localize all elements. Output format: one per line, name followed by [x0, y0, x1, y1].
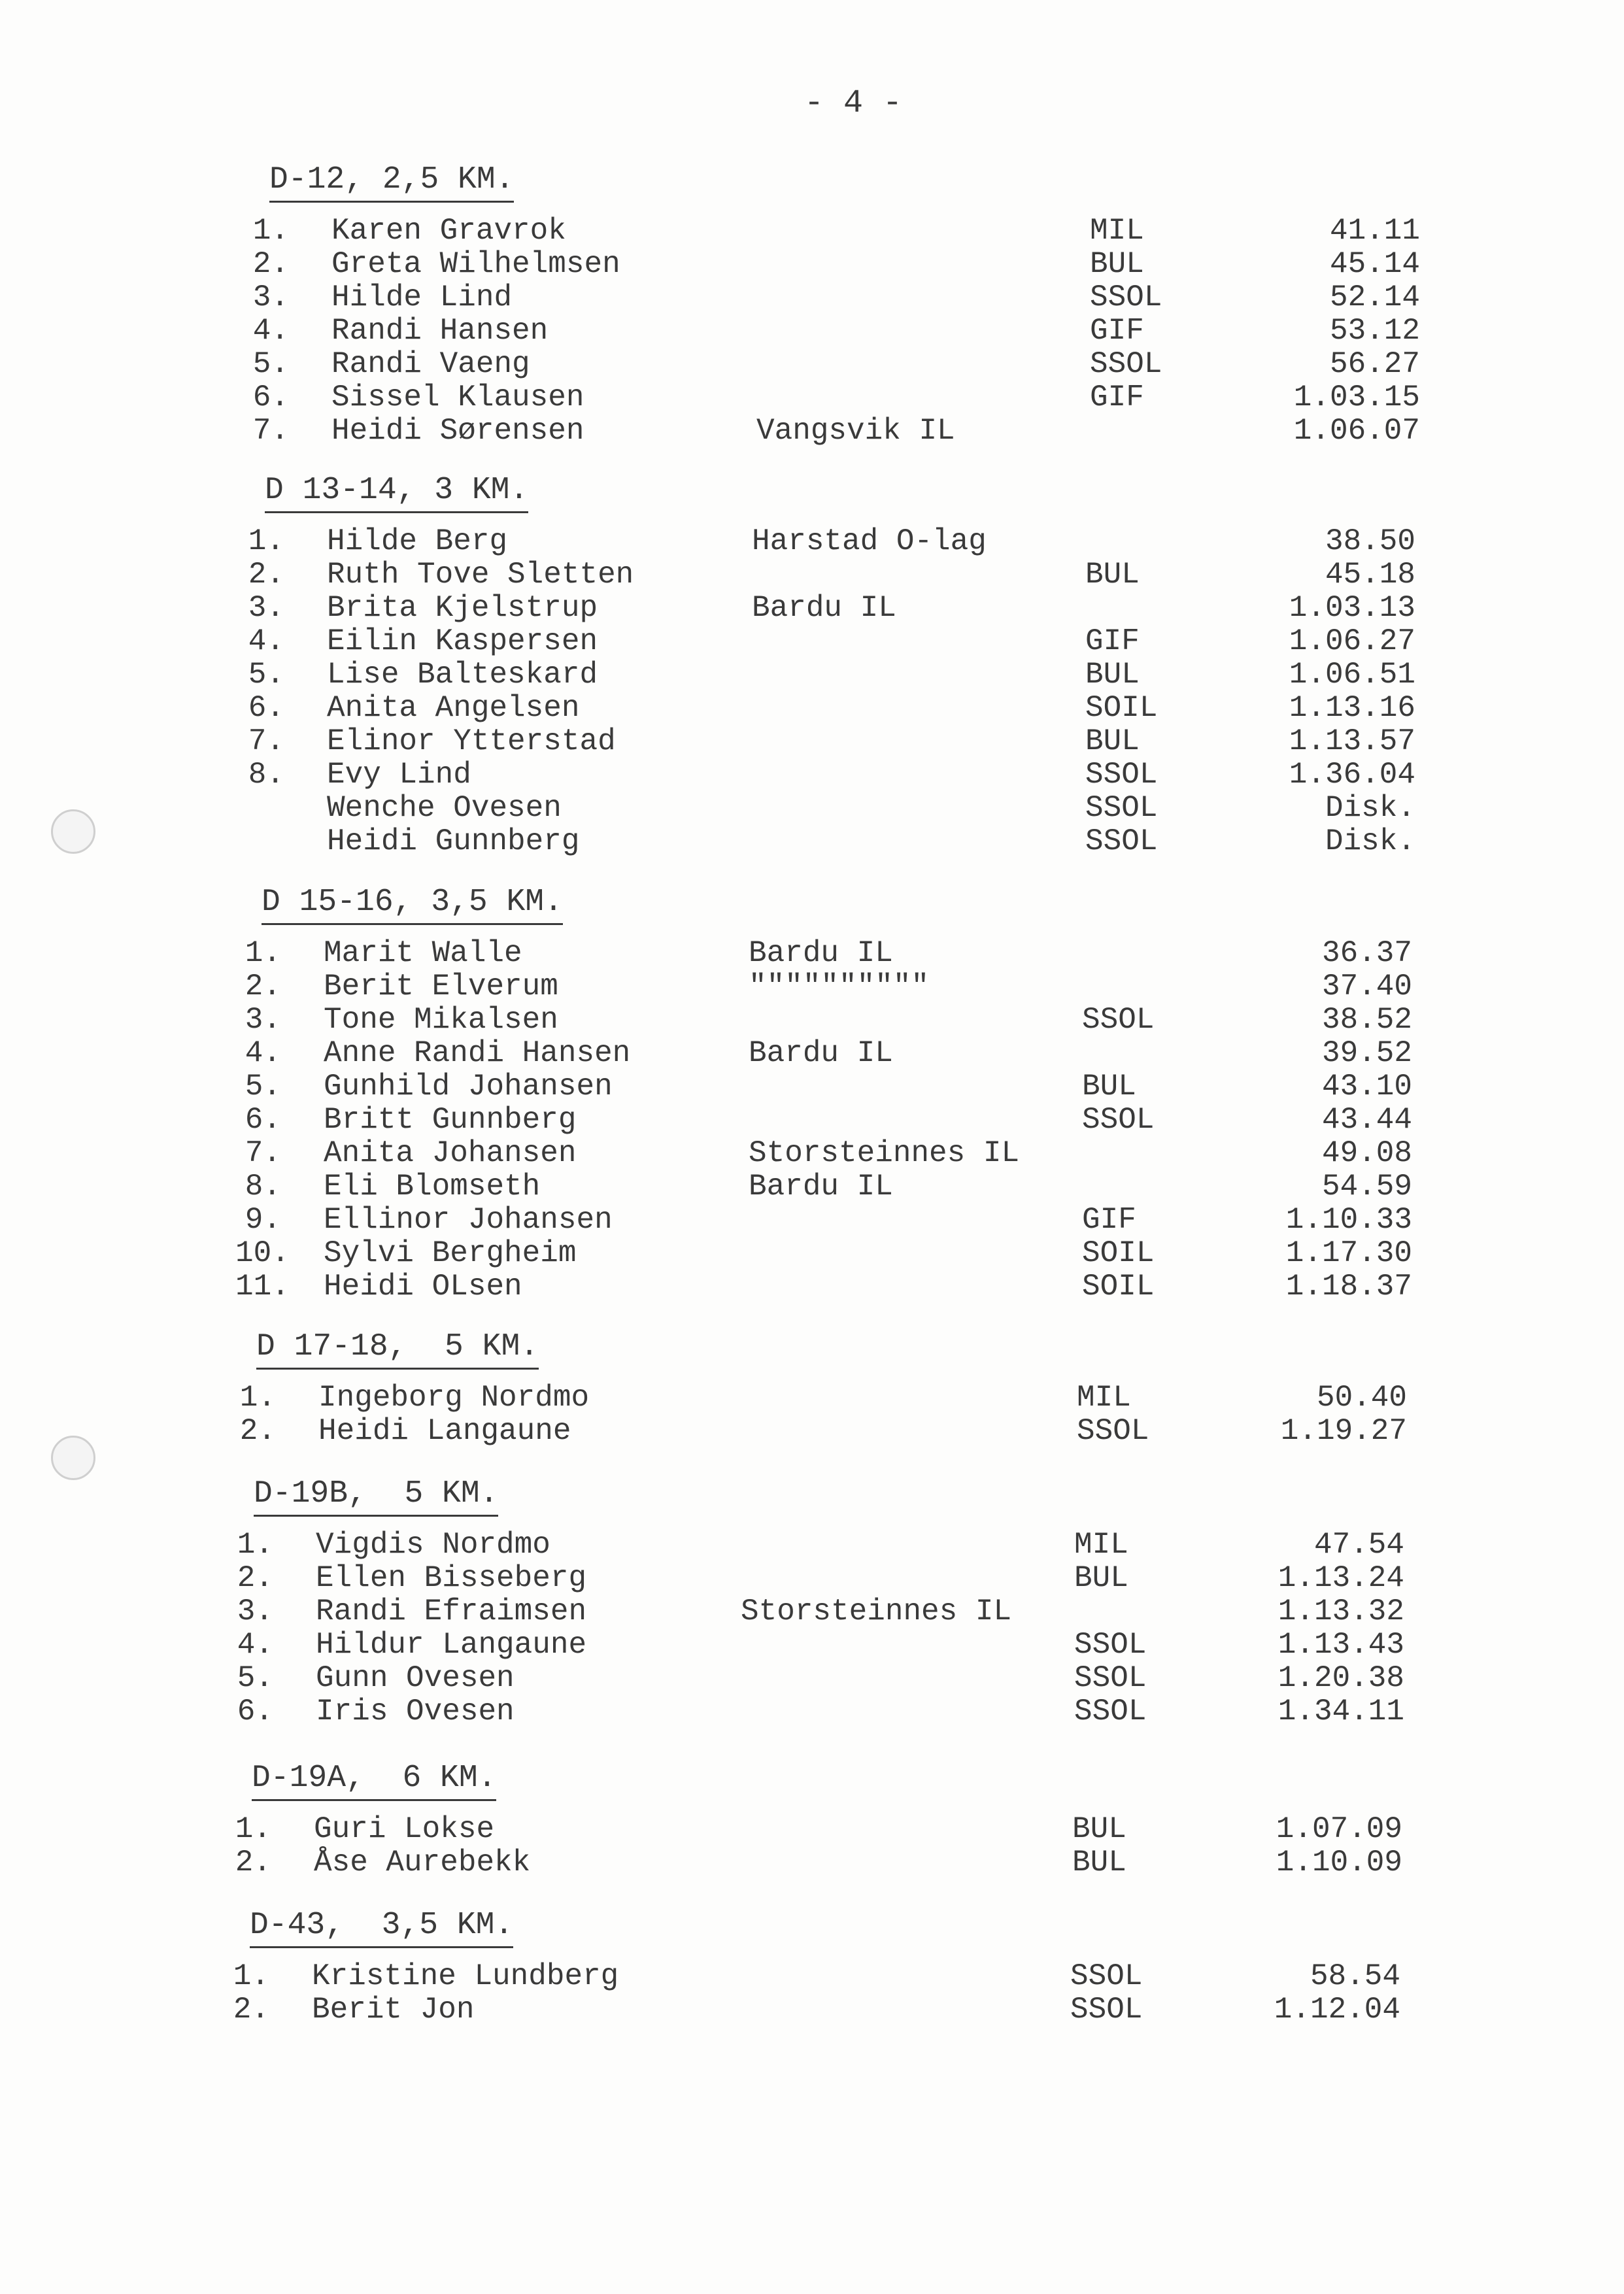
team-code: SOIL: [1082, 1270, 1155, 1304]
result-row: [252, 247, 1420, 281]
result-row: [237, 1628, 1404, 1662]
place-number: 7.: [248, 724, 284, 758]
competitor-name: Kristine Lundberg: [312, 1959, 619, 1993]
competitor-name: Heidi OLsen: [324, 1270, 522, 1304]
result-row: [252, 380, 1420, 414]
competitor-name: Randi Vaeng: [331, 347, 530, 381]
club-name: Bardu IL: [749, 936, 893, 970]
team-code: SOIL: [1085, 691, 1158, 725]
place-number: 1.: [252, 214, 289, 248]
result-time: 52.14: [1329, 280, 1420, 314]
section-heading: D 13-14, 3 KM.: [265, 471, 528, 513]
club-name: Bardu IL: [749, 1170, 893, 1204]
result-row: [245, 1103, 1412, 1137]
competitor-name: Ingeborg Nordmo: [318, 1381, 590, 1415]
competitor-name: Greta Wilhelmsen: [331, 247, 620, 281]
place-number: 2.: [245, 970, 281, 1004]
place-number: 6.: [248, 691, 284, 725]
result-row: [235, 1270, 1412, 1304]
team-code: BUL: [1085, 724, 1140, 758]
result-time: 38.52: [1321, 1003, 1412, 1037]
team-code: BUL: [1082, 1070, 1136, 1104]
result-time: 1.13.32: [1277, 1594, 1404, 1628]
section-heading: D-12, 2,5 KM.: [269, 160, 514, 203]
team-code: SSOL: [1090, 280, 1162, 314]
competitor-name: Anita Angelsen: [327, 691, 580, 725]
competitor-name: Eli Blomseth: [324, 1170, 541, 1204]
result-time: 45.14: [1329, 247, 1420, 281]
result-row: [248, 691, 1415, 725]
team-code: SSOL: [1070, 1959, 1143, 1993]
result-row: [237, 1594, 1404, 1628]
result-time: 41.11: [1329, 214, 1420, 248]
team-code: SSOL: [1085, 824, 1158, 858]
club-name: Vangsvik IL: [756, 414, 955, 448]
place-number: 1.: [237, 1528, 273, 1562]
result-time: 1.10.33: [1285, 1203, 1412, 1237]
club-name: Storsteinnes IL: [741, 1594, 1012, 1628]
result-row: [252, 314, 1420, 348]
result-row: [235, 1846, 1402, 1880]
result-row: [248, 658, 1415, 692]
team-code: BUL: [1072, 1846, 1126, 1880]
competitor-name: Gunhild Johansen: [324, 1070, 613, 1104]
punch-hole: [51, 1436, 95, 1480]
place-number: 2.: [252, 247, 289, 281]
result-time: 43.44: [1321, 1103, 1412, 1137]
result-row: [237, 1695, 1404, 1729]
place-number: 4.: [252, 314, 289, 348]
result-row: [237, 1661, 1404, 1695]
team-code: MIL: [1077, 1381, 1131, 1415]
page-number: - 4 -: [804, 85, 903, 122]
result-time: 1.10.09: [1276, 1846, 1402, 1880]
section-heading: D 15-16, 3,5 KM.: [262, 883, 563, 925]
result-time: 1.20.38: [1277, 1661, 1404, 1695]
result-row: [237, 1561, 1404, 1595]
result-section: [235, 883, 1412, 1304]
competitor-name: Hilde Lind: [331, 280, 513, 314]
competitor-name: Sissel Klausen: [331, 380, 584, 414]
result-time: 1.13.16: [1289, 691, 1415, 725]
competitor-name: Randi Hansen: [331, 314, 549, 348]
result-row: [265, 824, 1415, 858]
result-time: 45.18: [1325, 558, 1415, 592]
place-number: 7.: [245, 1136, 281, 1170]
result-time: 38.50: [1325, 524, 1415, 558]
place-number: 11.: [235, 1270, 290, 1304]
result-row: [265, 791, 1415, 825]
result-row: [233, 1993, 1400, 2027]
result-section: [252, 160, 1420, 448]
competitor-name: Iris Ovesen: [316, 1695, 515, 1729]
result-row: [248, 758, 1415, 792]
team-code: SSOL: [1070, 1993, 1143, 2027]
competitor-name: Elinor Ytterstad: [327, 724, 616, 758]
result-row: [235, 1236, 1412, 1270]
result-row: [248, 558, 1415, 592]
team-code: GIF: [1085, 624, 1140, 658]
team-code: SSOL: [1090, 347, 1162, 381]
result-time: 1.18.37: [1285, 1270, 1412, 1304]
team-code: GIF: [1090, 380, 1144, 414]
team-code: SSOL: [1082, 1103, 1155, 1137]
competitor-name: Britt Gunnberg: [324, 1103, 577, 1137]
place-number: 8.: [245, 1170, 281, 1204]
competitor-name: Anne Randi Hansen: [324, 1036, 631, 1070]
competitor-name: Lise Balteskard: [327, 658, 598, 692]
result-row: [252, 280, 1420, 314]
result-time: 49.08: [1321, 1136, 1412, 1170]
place-number: 4.: [245, 1036, 281, 1070]
competitor-name: Heidi Gunnberg: [327, 824, 580, 858]
place-number: 2.: [248, 558, 284, 592]
place-number: 2.: [239, 1414, 276, 1448]
competitor-name: Ellinor Johansen: [324, 1203, 613, 1237]
result-time: 1.06.27: [1289, 624, 1415, 658]
team-code: SOIL: [1082, 1236, 1155, 1270]
team-code: SSOL: [1085, 758, 1158, 792]
result-row: [245, 970, 1412, 1004]
result-time: 53.12: [1329, 314, 1420, 348]
place-number: 1.: [248, 524, 284, 558]
result-time: 54.59: [1321, 1170, 1412, 1204]
team-code: SSOL: [1085, 791, 1158, 825]
result-time: 47.54: [1313, 1528, 1404, 1562]
result-row: [252, 214, 1420, 248]
place-number: 7.: [252, 414, 289, 448]
result-time: 1.17.30: [1285, 1236, 1412, 1270]
competitor-name: Hilde Berg: [327, 524, 508, 558]
result-time: Disk.: [1325, 824, 1415, 858]
result-row: [252, 414, 1420, 448]
section-heading: D-19A, 6 KM.: [252, 1759, 496, 1801]
team-code: SSOL: [1074, 1695, 1147, 1729]
competitor-name: Wenche Ovesen: [327, 791, 562, 825]
place-number: 2.: [235, 1846, 271, 1880]
place-number: 5.: [237, 1661, 273, 1695]
competitor-name: Marit Walle: [324, 936, 522, 970]
result-row: [239, 1381, 1407, 1415]
competitor-name: Guri Lokse: [314, 1812, 495, 1846]
place-number: 5.: [252, 347, 289, 381]
result-time: 1.36.04: [1289, 758, 1415, 792]
result-time: 1.13.57: [1289, 724, 1415, 758]
place-number: 6.: [245, 1103, 281, 1137]
result-time: 1.13.24: [1277, 1561, 1404, 1595]
result-section: [235, 1759, 1402, 1880]
competitor-name: Randi Efraimsen: [316, 1594, 587, 1628]
club-name: Bardu IL: [752, 591, 896, 625]
result-time: 1.12.04: [1274, 1993, 1400, 2027]
competitor-name: Brita Kjelstrup: [327, 591, 598, 625]
place-number: 5.: [248, 658, 284, 692]
place-number: 3.: [245, 1003, 281, 1037]
competitor-name: Evy Lind: [327, 758, 471, 792]
competitor-name: Berit Elverum: [324, 970, 558, 1004]
result-time: 1.06.07: [1293, 414, 1420, 448]
team-code: MIL: [1074, 1528, 1128, 1562]
result-time: 1.07.09: [1276, 1812, 1402, 1846]
place-number: 2.: [233, 1993, 269, 2027]
place-number: 10.: [235, 1236, 290, 1270]
place-number: 3.: [248, 591, 284, 625]
result-time: 36.37: [1321, 936, 1412, 970]
section-heading: D-19B, 5 KM.: [254, 1474, 498, 1517]
competitor-name: Vigdis Nordmo: [316, 1528, 550, 1562]
team-code: SSOL: [1077, 1414, 1149, 1448]
team-code: SSOL: [1074, 1661, 1147, 1695]
result-row: [248, 624, 1415, 658]
team-code: BUL: [1072, 1812, 1126, 1846]
competitor-name: Heidi Langaune: [318, 1414, 571, 1448]
result-row: [245, 936, 1412, 970]
place-number: 2.: [237, 1561, 273, 1595]
competitor-name: Heidi Sørensen: [331, 414, 584, 448]
result-time: 58.54: [1310, 1959, 1400, 1993]
result-section: [237, 1474, 1404, 1729]
section-heading: D-43, 3,5 KM.: [250, 1906, 513, 1948]
club-name: """""""""": [749, 970, 930, 1004]
result-row: [252, 347, 1420, 381]
competitor-name: Eilin Kaspersen: [327, 624, 598, 658]
section-heading: D 17-18, 5 KM.: [256, 1327, 539, 1370]
result-time: 1.03.13: [1289, 591, 1415, 625]
result-time: 1.03.15: [1293, 380, 1420, 414]
punch-hole: [51, 809, 95, 854]
result-time: 56.27: [1329, 347, 1420, 381]
team-code: GIF: [1082, 1203, 1136, 1237]
result-time: 1.34.11: [1277, 1695, 1404, 1729]
competitor-name: Sylvi Bergheim: [324, 1236, 577, 1270]
team-code: SSOL: [1082, 1003, 1155, 1037]
result-row: [235, 1812, 1402, 1846]
competitor-name: Berit Jon: [312, 1993, 475, 2027]
place-number: 9.: [245, 1203, 281, 1237]
result-time: 1.06.51: [1289, 658, 1415, 692]
club-name: Storsteinnes IL: [749, 1136, 1020, 1170]
place-number: 1.: [235, 1812, 271, 1846]
result-row: [245, 1170, 1412, 1204]
result-row: [245, 1003, 1412, 1037]
place-number: 8.: [248, 758, 284, 792]
result-row: [248, 524, 1415, 558]
team-code: BUL: [1085, 658, 1140, 692]
result-time: 37.40: [1321, 970, 1412, 1004]
result-row: [248, 724, 1415, 758]
competitor-name: Hildur Langaune: [316, 1628, 587, 1662]
result-row: [239, 1414, 1407, 1448]
place-number: 4.: [237, 1628, 273, 1662]
team-code: BUL: [1090, 247, 1144, 281]
team-code: GIF: [1090, 314, 1144, 348]
place-number: 6.: [237, 1695, 273, 1729]
place-number: 4.: [248, 624, 284, 658]
result-time: 1.13.43: [1277, 1628, 1404, 1662]
competitor-name: Tone Mikalsen: [324, 1003, 558, 1037]
result-row: [245, 1070, 1412, 1104]
result-section: [233, 1906, 1400, 2027]
competitor-name: Anita Johansen: [324, 1136, 577, 1170]
competitor-name: Ruth Tove Sletten: [327, 558, 634, 592]
competitor-name: Gunn Ovesen: [316, 1661, 515, 1695]
place-number: 5.: [245, 1070, 281, 1104]
place-number: 1.: [239, 1381, 276, 1415]
team-code: SSOL: [1074, 1628, 1147, 1662]
result-time: Disk.: [1325, 791, 1415, 825]
result-row: [237, 1528, 1404, 1562]
result-time: 43.10: [1321, 1070, 1412, 1104]
result-row: [245, 1203, 1412, 1237]
result-row: [245, 1036, 1412, 1070]
competitor-name: Ellen Bisseberg: [316, 1561, 587, 1595]
result-time: 1.19.27: [1280, 1414, 1407, 1448]
result-row: [233, 1959, 1400, 1993]
club-name: Harstad O-lag: [752, 524, 987, 558]
competitor-name: Karen Gravrok: [331, 214, 566, 248]
result-time: 39.52: [1321, 1036, 1412, 1070]
place-number: 1.: [245, 936, 281, 970]
result-time: 50.40: [1316, 1381, 1407, 1415]
club-name: Bardu IL: [749, 1036, 893, 1070]
result-section: [248, 471, 1415, 858]
place-number: 3.: [237, 1594, 273, 1628]
team-code: BUL: [1074, 1561, 1128, 1595]
competitor-name: Åse Aurebekk: [314, 1846, 531, 1880]
result-section: [239, 1327, 1407, 1448]
team-code: MIL: [1090, 214, 1144, 248]
result-row: [245, 1136, 1412, 1170]
team-code: BUL: [1085, 558, 1140, 592]
place-number: 3.: [252, 280, 289, 314]
place-number: 6.: [252, 380, 289, 414]
place-number: 1.: [233, 1959, 269, 1993]
result-row: [248, 591, 1415, 625]
